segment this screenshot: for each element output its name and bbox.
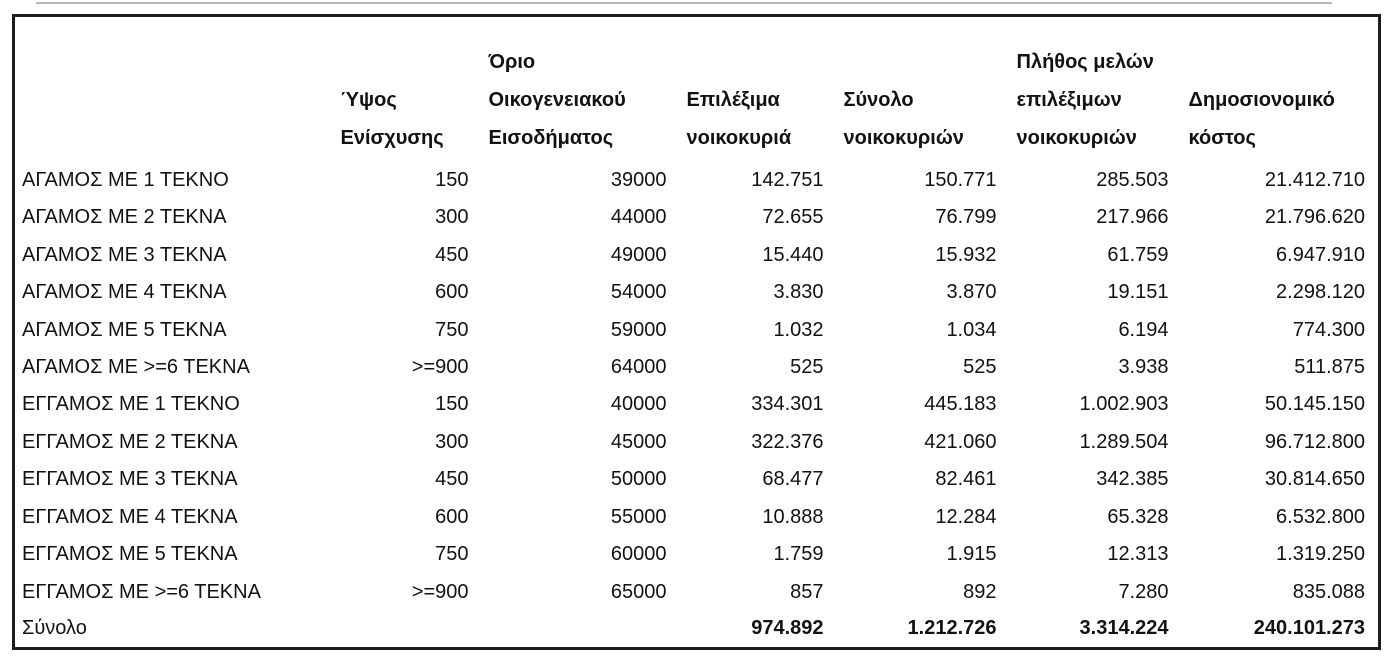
cell-fiscal-cost: 6.532.800	[1276, 505, 1365, 528]
cell-eligible-members: 1.002.903	[1079, 393, 1169, 416]
cell-fiscal-cost: 96.712.800	[1264, 430, 1365, 453]
cell-income-limit: 50000	[610, 468, 667, 491]
cell-eligible-households: 334.301	[751, 393, 824, 416]
cell-category: ΑΓΑΜΟΣ ΜΕ 5 ΤΕΚΝΑ	[22, 318, 227, 341]
cell-eligible-members: 1.289.504	[1079, 430, 1169, 453]
cell-total-households: 82.461	[935, 468, 997, 491]
total-row	[14, 611, 1380, 649]
cell-total-households: 1.915	[946, 543, 997, 566]
cell-income-limit	[482, 611, 680, 649]
cell-total-households: 76.799	[935, 206, 997, 229]
table-row	[14, 424, 1380, 461]
family-benefits-table	[12, 14, 1381, 650]
cell-fiscal-cost: 240.101.273	[1253, 617, 1365, 640]
cell-total-households: 892	[963, 580, 997, 603]
cell-aid-amount: 150	[435, 168, 469, 191]
cell-fiscal-cost: 2.298.120	[1276, 281, 1365, 304]
cell-eligible-members: 285.503	[1096, 168, 1169, 191]
cell-fiscal-cost: 1.319.250	[1276, 543, 1365, 566]
cell-fiscal-cost: 774.300	[1292, 318, 1365, 341]
cell-eligible-members: 217.966	[1096, 206, 1169, 229]
cell-eligible-households: 974.892	[751, 617, 824, 640]
cell-income-limit: 64000	[610, 355, 667, 378]
cell-income-limit: 40000	[610, 393, 667, 416]
cell-eligible-members: 6.194	[1118, 318, 1169, 341]
table-row	[14, 311, 1380, 348]
header-eligible-members	[1010, 16, 1182, 162]
table-row	[14, 536, 1380, 573]
cell-total-households: 525	[963, 355, 997, 378]
cell-category: ΑΓΑΜΟΣ ΜΕ >=6 ΤΕΚΝΑ	[22, 355, 250, 378]
cell-category: ΕΓΓΑΜΟΣ ΜΕ 4 ΤΕΚΝΑ	[22, 505, 238, 528]
header-income-limit: Όριο Οικογενειακού Εισοδήματος	[488, 50, 626, 149]
cell-eligible-members: 7.280	[1118, 580, 1169, 603]
cell-income-limit: 59000	[610, 318, 667, 341]
cell-income-limit: 65000	[610, 580, 667, 603]
cell-eligible-households: 15.440	[762, 243, 824, 266]
cell-aid-amount	[334, 611, 482, 649]
cell-total-households: 150.771	[924, 168, 997, 191]
cell-total-households: 15.932	[935, 243, 997, 266]
cell-eligible-members: 3.314.224	[1079, 617, 1169, 640]
cell-eligible-members: 3.938	[1118, 355, 1169, 378]
cell-total-households: 3.870	[946, 281, 997, 304]
cell-eligible-households: 1.032	[773, 318, 824, 341]
cell-fiscal-cost: 835.088	[1292, 580, 1365, 603]
cell-aid-amount: 600	[435, 505, 469, 528]
cell-eligible-households: 1.759	[773, 543, 824, 566]
cell-eligible-households: 10.888	[762, 505, 824, 528]
cell-aid-amount: 300	[435, 430, 469, 453]
cell-income-limit: 60000	[610, 543, 667, 566]
cell-fiscal-cost: 30.814.650	[1264, 468, 1365, 491]
cell-aid-amount: 450	[435, 468, 469, 491]
cell-eligible-households: 525	[790, 355, 824, 378]
cell-aid-amount: 300	[435, 206, 469, 229]
cell-total-households: 445.183	[924, 393, 997, 416]
cell-income-limit: 39000	[610, 168, 667, 191]
table-row	[14, 461, 1380, 498]
table-row	[14, 274, 1380, 311]
table-row	[14, 386, 1380, 423]
cell-aid-amount: >=900	[411, 580, 469, 603]
cell-aid-amount: 600	[435, 281, 469, 304]
cell-category: ΑΓΑΜΟΣ ΜΕ 4 ΤΕΚΝΑ	[22, 281, 227, 304]
cell-aid-amount: >=900	[411, 355, 469, 378]
cell-category: ΑΓΑΜΟΣ ΜΕ 3 ΤΕΚΝΑ	[22, 243, 227, 266]
table-row	[14, 199, 1380, 236]
cell-eligible-members: 19.151	[1107, 281, 1169, 304]
cropped-gridline-artifact	[36, 2, 1332, 4]
cell-category: ΕΓΓΑΜΟΣ ΜΕ >=6 ΤΕΚΝΑ	[22, 580, 261, 603]
cell-category: ΕΓΓΑΜΟΣ ΜΕ 1 ΤΕΚΝΟ	[22, 393, 240, 416]
cell-eligible-members: 12.313	[1107, 543, 1169, 566]
cell-category: ΕΓΓΑΜΟΣ ΜΕ 2 ΤΕΚΝΑ	[22, 430, 238, 453]
cell-eligible-households: 322.376	[751, 430, 824, 453]
cell-total-households: 421.060	[924, 430, 997, 453]
cell-fiscal-cost: 511.875	[1294, 355, 1365, 378]
table-row	[14, 162, 1380, 199]
cell-eligible-members: 65.328	[1107, 505, 1169, 528]
cell-eligible-households: 3.830	[773, 281, 824, 304]
cell-aid-amount: 750	[435, 318, 469, 341]
cell-fiscal-cost: 50.145.150	[1264, 393, 1365, 416]
table-row	[14, 349, 1380, 386]
cell-income-limit: 44000	[610, 206, 667, 229]
header-eligible-members-label: Πλήθος μελών επιλέξιμων νοικοκυριών	[1016, 50, 1154, 149]
table-row	[14, 573, 1380, 610]
cell-fiscal-cost: 6.947.910	[1276, 243, 1365, 266]
cell-income-limit: 55000	[610, 505, 667, 528]
cell-income-limit: 54000	[610, 281, 667, 304]
cell-income-limit: 45000	[610, 430, 667, 453]
cell-eligible-households: 142.751	[751, 168, 824, 191]
header-aid-amount: Ύψος Ενίσχυσης	[340, 88, 444, 149]
cell-eligible-households: 68.477	[762, 468, 824, 491]
cell-fiscal-cost: 21.412.710	[1264, 168, 1365, 191]
cell-category: ΕΓΓΑΜΟΣ ΜΕ 3 ΤΕΚΝΑ	[22, 468, 238, 491]
table-row	[14, 499, 1380, 536]
header-row	[14, 16, 1380, 162]
cell-aid-amount: 150	[435, 393, 469, 416]
cell-eligible-households: 857	[790, 580, 824, 603]
header-eligible-households: Επιλέξιμα νοικοκυριά	[686, 88, 792, 149]
cell-category: ΑΓΑΜΟΣ ΜΕ 1 ΤΕΚΝΟ	[22, 168, 229, 191]
table-row	[14, 236, 1380, 273]
cell-total-households: 12.284	[935, 505, 997, 528]
cell-eligible-households: 72.655	[762, 206, 824, 229]
cell-eligible-members: 342.385	[1096, 468, 1169, 491]
cell-category: ΑΓΑΜΟΣ ΜΕ 2 ΤΕΚΝΑ	[22, 206, 227, 229]
cell-total-households: 1.034	[946, 318, 997, 341]
cell-total-households: 1.212.726	[907, 617, 997, 640]
cell-aid-amount: 450	[435, 243, 469, 266]
cell-category: ΕΓΓΑΜΟΣ ΜΕ 5 ΤΕΚΝΑ	[22, 543, 238, 566]
header-category	[14, 16, 334, 162]
cell-total-label: Σύνολο	[22, 617, 87, 640]
header-fiscal-cost: Δημοσιονομικό κόστος	[1188, 88, 1335, 149]
cell-fiscal-cost: 21.796.620	[1264, 206, 1365, 229]
header-total-households: Σύνολο νοικοκυριών	[843, 88, 964, 149]
cell-eligible-members: 61.759	[1107, 243, 1169, 266]
cell-income-limit: 49000	[610, 243, 667, 266]
cell-aid-amount: 750	[435, 543, 469, 566]
